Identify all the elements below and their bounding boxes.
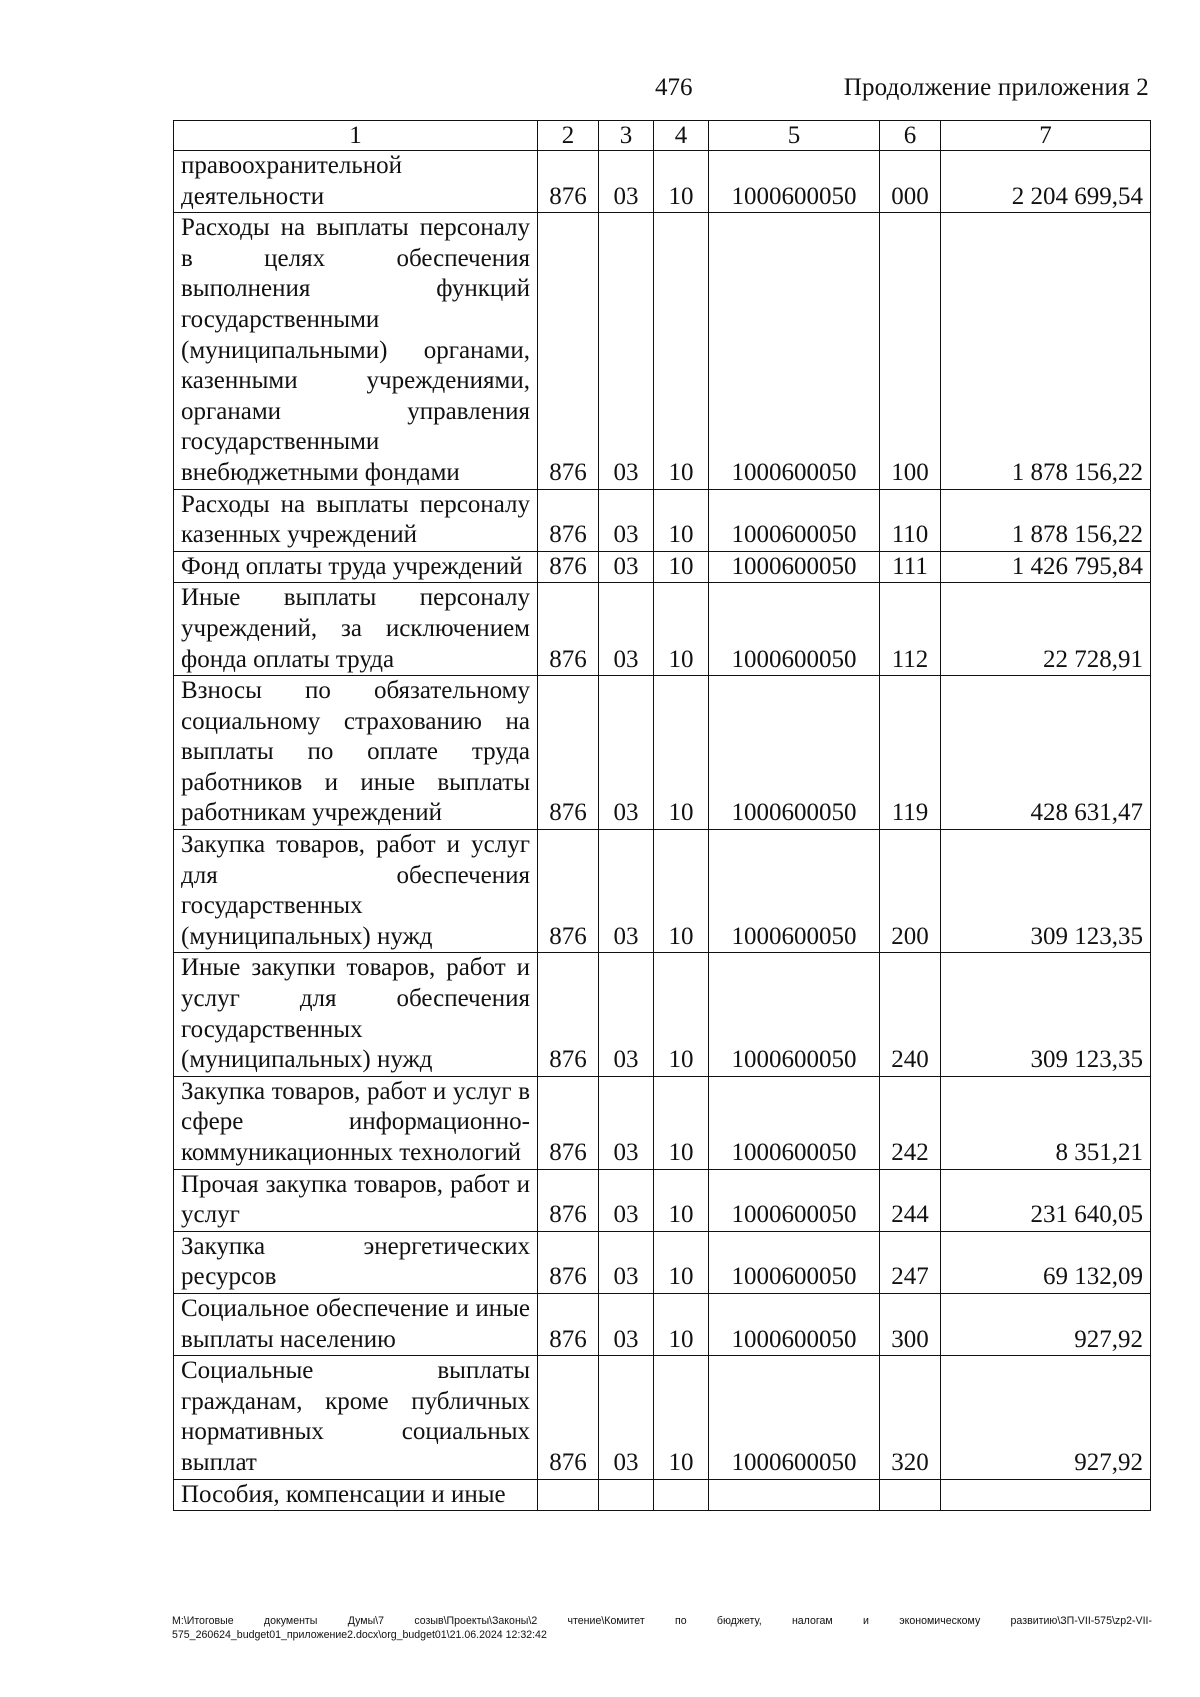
subsection-cell bbox=[654, 1479, 709, 1511]
row-name-cell: Закупка товаров, работ и услуг в сфере информационно-коммуникационных технологий bbox=[174, 1076, 538, 1169]
subsection-cell: 10 bbox=[654, 1076, 709, 1169]
code-cell: 876 bbox=[538, 551, 599, 583]
subsection-cell: 10 bbox=[654, 151, 709, 213]
target-article-cell: 1000600050 bbox=[709, 551, 880, 583]
amount-cell: 1 426 795,84 bbox=[941, 551, 1151, 583]
section-cell: 03 bbox=[599, 953, 654, 1076]
code-cell: 876 bbox=[538, 1293, 599, 1355]
row-name-cell: Расходы на выплаты персоналу в целях обеспечения выполнения функций государственными (муниципальными) органами, казенными учреждениями, органами управления государственными внебюджетными фондами bbox=[174, 213, 538, 489]
expense-type-cell bbox=[880, 1479, 941, 1511]
amount-cell: 309 123,35 bbox=[941, 830, 1151, 953]
subsection-cell: 10 bbox=[654, 953, 709, 1076]
column-header: 2 bbox=[538, 121, 599, 151]
table-row bbox=[174, 1231, 1151, 1293]
code-cell: 876 bbox=[538, 583, 599, 676]
section-cell: 03 bbox=[599, 551, 654, 583]
row-name-cell: Прочая закупка товаров, работ и услуг bbox=[174, 1169, 538, 1231]
expense-type-cell: 247 bbox=[880, 1231, 941, 1293]
section-cell: 03 bbox=[599, 213, 654, 489]
row-name-cell: Иные закупки товаров, работ и услуг для обеспечения государственных (муниципальных) нужд bbox=[174, 953, 538, 1076]
expense-type-cell: 100 bbox=[880, 213, 941, 489]
code-cell: 876 bbox=[538, 1356, 599, 1479]
target-article-cell: 1000600050 bbox=[709, 151, 880, 213]
target-article-cell: 1000600050 bbox=[709, 830, 880, 953]
code-cell: 876 bbox=[538, 489, 599, 551]
row-name-cell: Пособия, компенсации и иные bbox=[174, 1479, 538, 1511]
section-cell: 03 bbox=[599, 1293, 654, 1355]
target-article-cell: 1000600050 bbox=[709, 1076, 880, 1169]
table-row bbox=[174, 551, 1151, 583]
target-article-cell: 1000600050 bbox=[709, 1231, 880, 1293]
code-cell: 876 bbox=[538, 1231, 599, 1293]
row-name-cell: Иные выплаты персоналу учреждений, за исключением фонда оплаты труда bbox=[174, 583, 538, 676]
table-row bbox=[174, 583, 1151, 676]
amount-cell: 231 640,05 bbox=[941, 1169, 1151, 1231]
expense-type-cell: 300 bbox=[880, 1293, 941, 1355]
code-cell: 876 bbox=[538, 953, 599, 1076]
code-cell: 876 bbox=[538, 213, 599, 489]
row-name-cell: Закупка товаров, работ и услуг для обеспечения государственных (муниципальных) нужд bbox=[174, 830, 538, 953]
table-row bbox=[174, 953, 1151, 1076]
continuation-label: Продолжение приложения 2 bbox=[843, 74, 1149, 101]
amount-cell: 1 878 156,22 bbox=[941, 489, 1151, 551]
code-cell: 876 bbox=[538, 676, 599, 830]
target-article-cell: 1000600050 bbox=[709, 1356, 880, 1479]
table-row bbox=[174, 489, 1151, 551]
expense-type-cell: 240 bbox=[880, 953, 941, 1076]
expense-type-cell: 000 bbox=[880, 151, 941, 213]
file-path-footer: M:\Итоговые документы Думы\7 созыв\Проекты\Законы\2 чтение\Комитет по бюджету, налогам и экономическому развитию\ЗП-VII-575\zp2-VII-575_260624_budget01_приложение2.docx\org_budget01\21.06.2024 12:32:42 bbox=[172, 1615, 1152, 1641]
target-article-cell: 1000600050 bbox=[709, 1293, 880, 1355]
table-row bbox=[174, 676, 1151, 830]
expense-type-cell: 242 bbox=[880, 1076, 941, 1169]
target-article-cell: 1000600050 bbox=[709, 953, 880, 1076]
column-header: 4 bbox=[654, 121, 709, 151]
section-cell: 03 bbox=[599, 1231, 654, 1293]
amount-cell: 428 631,47 bbox=[941, 676, 1151, 830]
amount-cell: 927,92 bbox=[941, 1356, 1151, 1479]
expense-type-cell: 200 bbox=[880, 830, 941, 953]
code-cell: 876 bbox=[538, 1169, 599, 1231]
column-header: 5 bbox=[709, 121, 880, 151]
subsection-cell: 10 bbox=[654, 489, 709, 551]
target-article-cell bbox=[709, 1479, 880, 1511]
target-article-cell: 1000600050 bbox=[709, 1169, 880, 1231]
subsection-cell: 10 bbox=[654, 1169, 709, 1231]
row-name-cell: Фонд оплаты труда учреждений bbox=[174, 551, 538, 583]
table-row bbox=[174, 1169, 1151, 1231]
expense-type-cell: 111 bbox=[880, 551, 941, 583]
section-cell: 03 bbox=[599, 1076, 654, 1169]
row-name-cell: Социальное обеспечение и иные выплаты населению bbox=[174, 1293, 538, 1355]
amount-cell: 22 728,91 bbox=[941, 583, 1151, 676]
row-name-cell: Взносы по обязательному социальному страхованию на выплаты по оплате труда работников и иные выплаты работникам учреждений bbox=[174, 676, 538, 830]
row-name-cell: правоохранительной деятельности bbox=[174, 151, 538, 213]
subsection-cell: 10 bbox=[654, 551, 709, 583]
section-cell: 03 bbox=[599, 583, 654, 676]
budget-table bbox=[173, 120, 1151, 1511]
subsection-cell: 10 bbox=[654, 583, 709, 676]
code-cell: 876 bbox=[538, 830, 599, 953]
code-cell: 876 bbox=[538, 1076, 599, 1169]
column-header: 6 bbox=[880, 121, 941, 151]
subsection-cell: 10 bbox=[654, 213, 709, 489]
amount-cell: 927,92 bbox=[941, 1293, 1151, 1355]
amount-cell: 2 204 699,54 bbox=[941, 151, 1151, 213]
target-article-cell: 1000600050 bbox=[709, 489, 880, 551]
amount-cell: 69 132,09 bbox=[941, 1231, 1151, 1293]
subsection-cell: 10 bbox=[654, 830, 709, 953]
row-name-cell: Расходы на выплаты персоналу казенных учреждений bbox=[174, 489, 538, 551]
column-header: 7 bbox=[941, 121, 1151, 151]
target-article-cell: 1000600050 bbox=[709, 213, 880, 489]
column-header: 3 bbox=[599, 121, 654, 151]
amount-cell bbox=[941, 1479, 1151, 1511]
code-cell: 876 bbox=[538, 151, 599, 213]
subsection-cell: 10 bbox=[654, 1231, 709, 1293]
section-cell bbox=[599, 1479, 654, 1511]
expense-type-cell: 320 bbox=[880, 1356, 941, 1479]
section-cell: 03 bbox=[599, 676, 654, 830]
expense-type-cell: 244 bbox=[880, 1169, 941, 1231]
amount-cell: 8 351,21 bbox=[941, 1076, 1151, 1169]
row-name-cell: Социальные выплаты гражданам, кроме публичных нормативных социальных выплат bbox=[174, 1356, 538, 1479]
column-header: 1 bbox=[174, 121, 538, 151]
table-row bbox=[174, 1076, 1151, 1169]
row-name-cell: Закупка энергетических ресурсов bbox=[174, 1231, 538, 1293]
section-cell: 03 bbox=[599, 1169, 654, 1231]
amount-cell: 309 123,35 bbox=[941, 953, 1151, 1076]
page-number: 476 bbox=[655, 74, 693, 101]
table-row bbox=[174, 830, 1151, 953]
target-article-cell: 1000600050 bbox=[709, 676, 880, 830]
table-row bbox=[174, 1479, 1151, 1511]
target-article-cell: 1000600050 bbox=[709, 583, 880, 676]
table-body bbox=[174, 151, 1151, 1511]
section-cell: 03 bbox=[599, 830, 654, 953]
table-row bbox=[174, 151, 1151, 213]
section-cell: 03 bbox=[599, 151, 654, 213]
section-cell: 03 bbox=[599, 489, 654, 551]
subsection-cell: 10 bbox=[654, 676, 709, 830]
code-cell bbox=[538, 1479, 599, 1511]
subsection-cell: 10 bbox=[654, 1356, 709, 1479]
table-row bbox=[174, 213, 1151, 489]
subsection-cell: 10 bbox=[654, 1293, 709, 1355]
section-cell: 03 bbox=[599, 1356, 654, 1479]
expense-type-cell: 119 bbox=[880, 676, 941, 830]
amount-cell: 1 878 156,22 bbox=[941, 213, 1151, 489]
expense-type-cell: 110 bbox=[880, 489, 941, 551]
table-row bbox=[174, 1293, 1151, 1355]
table-row bbox=[174, 1356, 1151, 1479]
expense-type-cell: 112 bbox=[880, 583, 941, 676]
table-header-row bbox=[174, 121, 1151, 151]
